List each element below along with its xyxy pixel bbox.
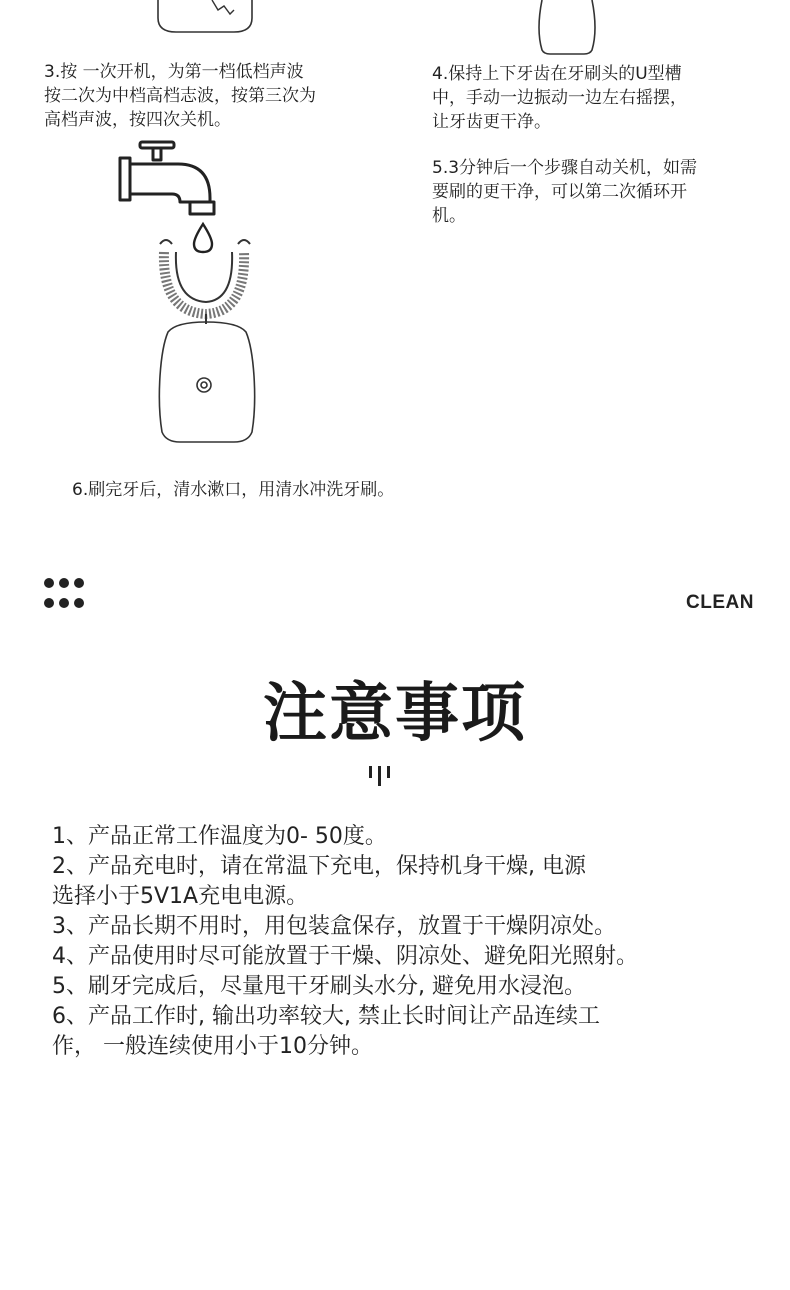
clean-tag: CLEAN <box>686 592 754 613</box>
step-3-text: 3.按 一次开机，为第一档低档声波 按二次为中档高档志波，按第三次为 高档声波，按四次关机。 <box>44 62 316 130</box>
notes-list <box>52 822 772 1062</box>
step-5-text: 5.3分钟后一个步骤自动关机，如需 要刷的更干净，可以第二次循环开 机。 <box>432 158 698 226</box>
toothbrush-handle-top-left-icon <box>150 0 260 34</box>
note-item-1: 1、产品正常工作温度为0- 50度。 <box>52 824 387 849</box>
faucet-icon <box>120 142 214 214</box>
page-title: 注意事项 <box>263 677 527 751</box>
note-item-5: 5、刷牙完成后，尽量甩干牙刷头水分, 避免用水浸泡。 <box>52 974 586 999</box>
note-item-4: 4、产品使用时尽可能放置于干燥、阴凉处、避免阳光照射。 <box>52 944 638 969</box>
toothbrush-handle-top-right-icon <box>532 0 602 56</box>
note-item-6: 6、产品工作时, 输出功率较大, 禁止长时间让产品连续工 作， 一般连续使用小于10分钟。 <box>52 1004 600 1059</box>
faucet-rinse-illustration <box>110 136 310 448</box>
step-4-text: 4.保持上下牙齿在牙刷头的U型槽 中，手动一边振动一边左右摇摆， 让牙齿更干净。 <box>432 64 687 132</box>
dots-grid-icon <box>44 578 88 612</box>
note-item-3: 3、产品长期不用时，用包装盒保存，放置于干燥阴凉处。 <box>52 914 616 939</box>
step-6-text: 6.刷完牙后，清水漱口，用清水冲洗牙刷。 <box>72 480 395 500</box>
note-item-2: 2、产品充电时，请在常温下充电，保持机身干燥, 电源 选择小于5V1A充电电源。 <box>52 854 586 909</box>
toothbrush-handle-icon <box>159 322 254 442</box>
divider-ticks-icon <box>364 764 396 788</box>
water-drop-icon <box>194 224 212 252</box>
